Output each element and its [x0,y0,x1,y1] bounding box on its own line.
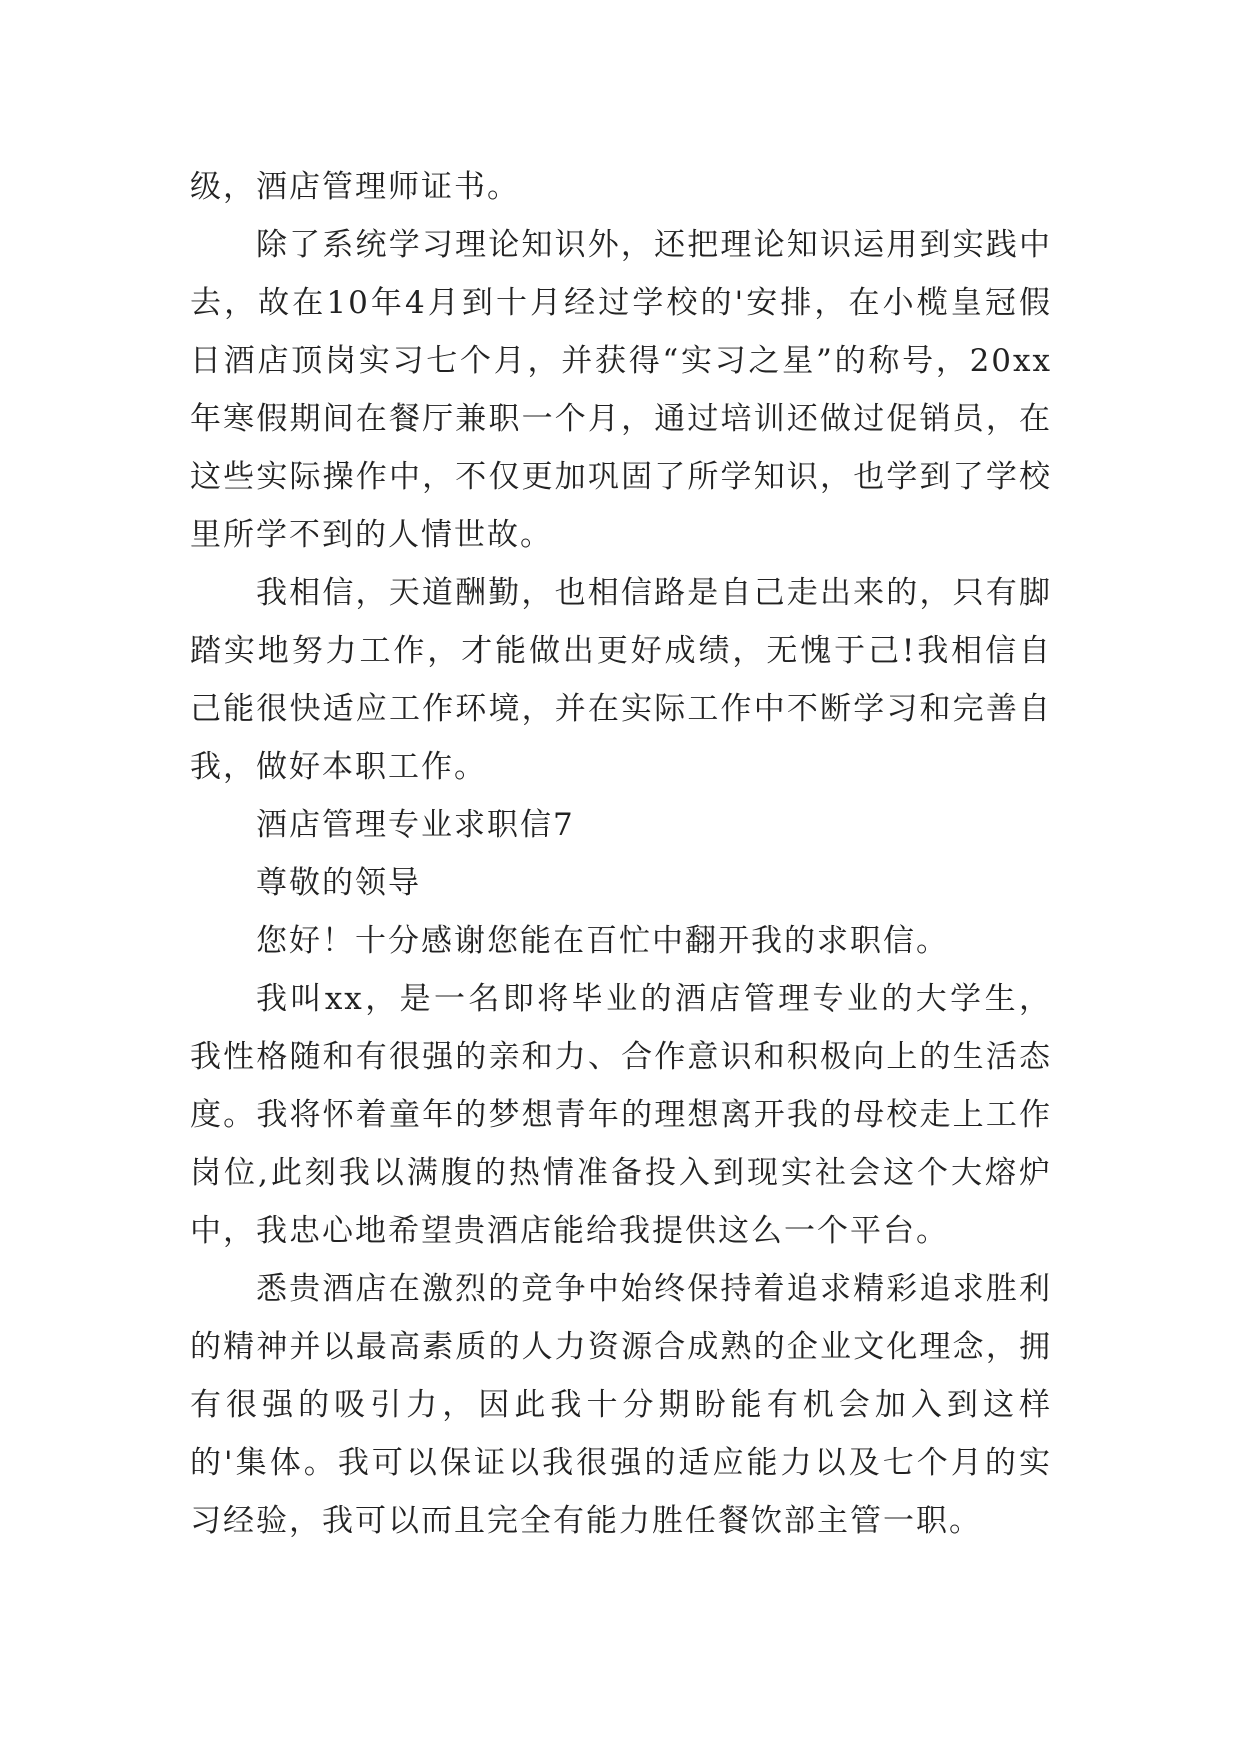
paragraph-self-introduction: 我叫xx，是一名即将毕业的酒店管理专业的大学生，我性格随和有很强的亲和力、合作意识和积极向上的生活态度。我将怀着童年的梦想青年的理想离开我的母校走上工作岗位,此刻我以满腹的热情准备投入到现实社会这个大熔炉中，我忠心地希望贵酒店能给我提供这么一个平台。 [190,981,1052,1249]
salutation: 尊敬的领导 [256,865,421,901]
document-body [190,158,1052,1550]
paragraph-practice-experience: 除了系统学习理论知识外，还把理论知识运用到实践中去，故在10年4月到十月经过学校的'安排，在小榄皇冠假日酒店顶岗实习七个月，并获得“实习之星”的称号，20xx年寒假期间在餐厅兼职一个月，通过培训还做过促销员，在这些实际操作中，不仅更加巩固了所学知识，也学到了学校里所学不到的人情世故。 [190,227,1052,553]
paragraph-continuation: 级，酒店管理师证书。 [190,169,520,205]
paragraph-self-belief: 我相信，天道酬勤，也相信路是自己走出来的，只有脚踏实地努力工作，才能做出更好成绩，无愧于己!我相信自己能很快适应工作环境，并在实际工作中不断学习和完善自我，做好本职工作。 [190,575,1052,785]
section-heading: 酒店管理专业求职信7 [256,807,575,843]
paragraph-hotel-interest: 悉贵酒店在激烈的竞争中始终保持着追求精彩追求胜利的精神并以最高素质的人力资源合成熟的企业文化理念，拥有很强的吸引力，因此我十分期盼能有机会加入到这样的'集体。我可以保证以我很强的适应能力以及七个月的实习经验，我可以而且完全有能力胜任餐饮部主管一职。 [190,1271,1052,1539]
greeting: 您好！十分感谢您能在百忙中翻开我的求职信。 [256,923,949,959]
